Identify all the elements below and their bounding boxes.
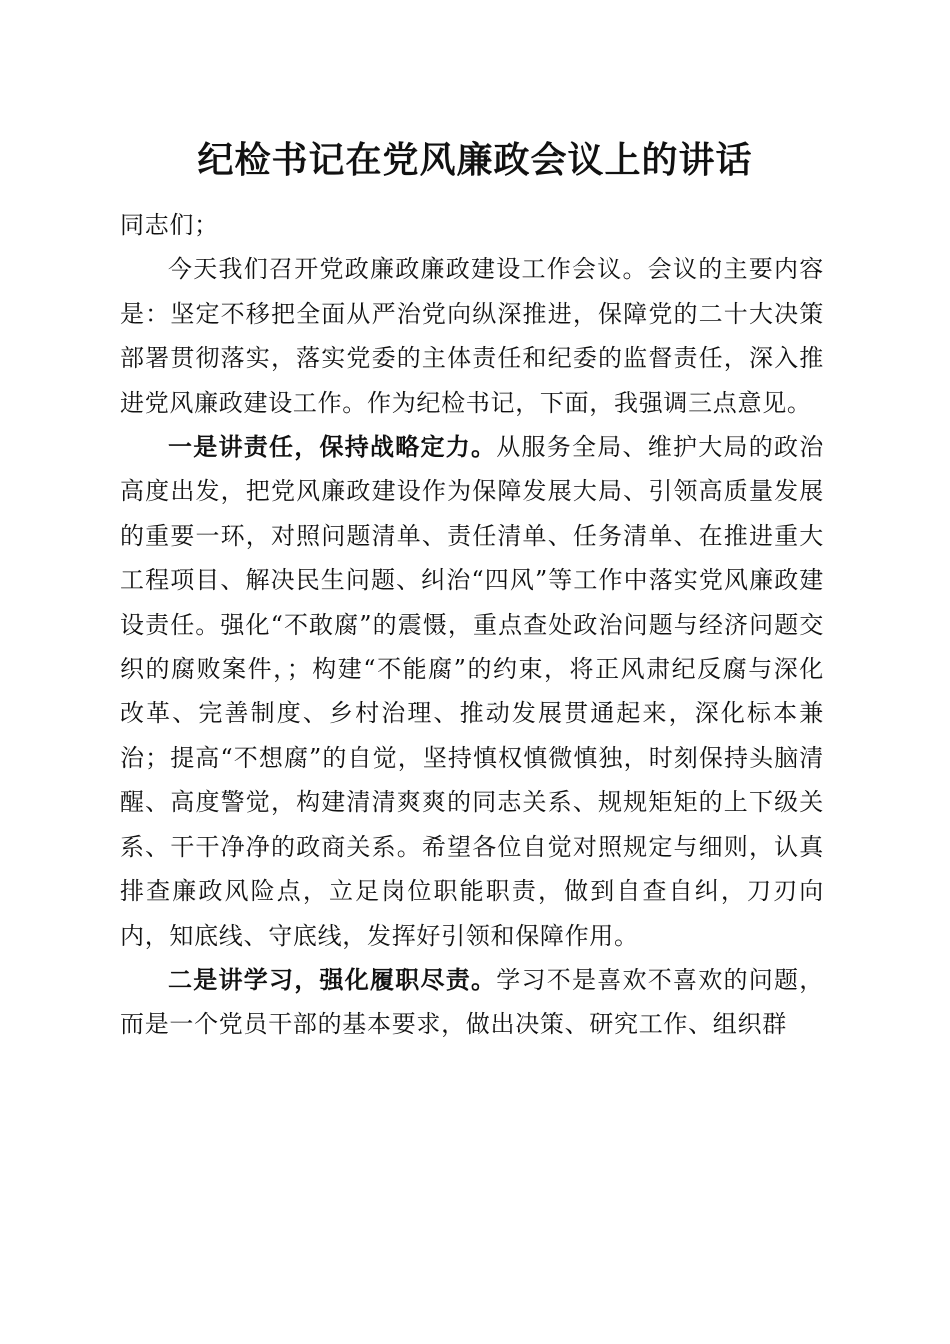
paragraph-text: 从服务全局、维护大局的政治高度出发，把党风廉政建设作为保障发展大局、引领高质量发展的重要一环，对照问题清单、责任清单、任务清单、在推进重大工程项目、解决民生问题、纠治“四风”等工作中落实党风廉政建设责任。强化“不敢腐”的震慑，重点查处政治问题与经济问题交织的腐败案件，；构建“不能腐”的约束，将正风肃纪反腐与深化改革、完善制度、乡村治理、推动发展贯通起来，深化标本兼治；提高“不想腐”的自觉，坚持慎权慎微慎独，时刻保持头脑清醒、高度警觉，构建清清爽爽的同志关系、规规矩矩的上下级关系、干干净净的政商关系。希望各位自觉对照规定与细则，认真排查廉政风险点，立足岗位职能职责，做到自查自纠，刀刃向内，知底线、守底线，发挥好引领和保障作用。 [120,433,824,950]
paragraph-lead: 二是讲学习，强化履职尽责。 [168,964,497,994]
paragraph-point-two [120,958,824,1047]
paragraph-lead: 一是讲责任，保持战略定力。 [168,432,497,462]
document-body [120,203,824,1047]
document-title: 纪检书记在党风廉政会议上的讲话 [197,139,753,181]
salutation: 同志们； [120,211,219,239]
paragraph-opening [120,247,824,425]
paragraph-text: 学习不是喜欢不喜欢的问题，而是一个党员干部的基本要求，做出决策、研究工作、组织群 [120,965,824,1039]
paragraph-point-one [120,425,824,958]
paragraph-text: 今天我们召开党政廉政廉政建设工作会议。会议的主要内容是：坚定不移把全面从严治党向纵深推进，保障党的二十大决策部署贯彻落实，落实党委的主体责任和纪委的监督责任，深入推进党风廉政建设工作。作为纪检书记，下面，我强调三点意见。 [120,255,824,417]
